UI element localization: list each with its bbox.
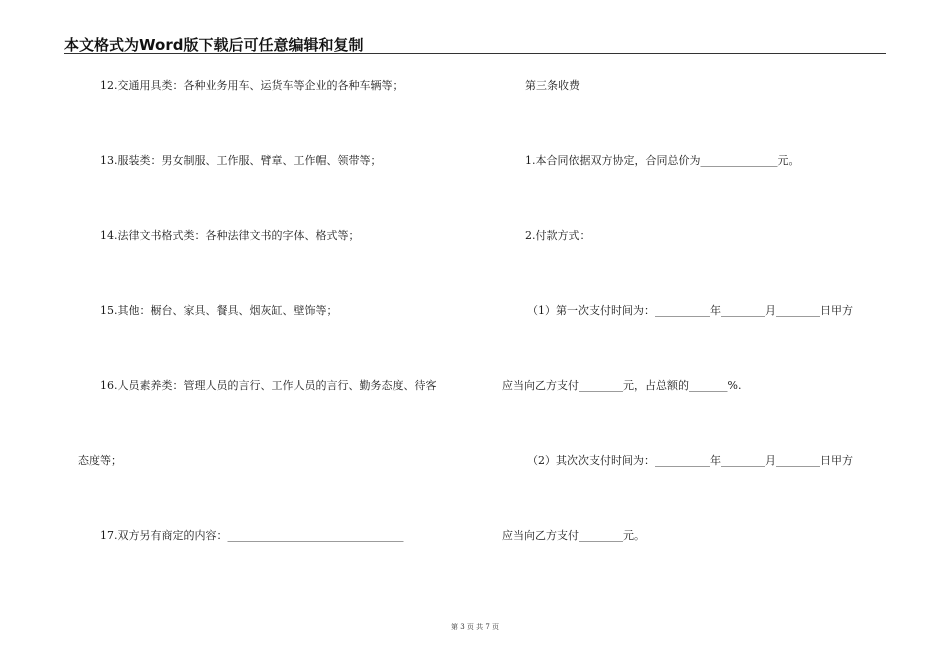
clause-item-13: 13.服装类：男女制服、工作服、臂章、工作帽、领带等； <box>100 154 382 167</box>
payment-method-heading: 2.付款方式： <box>525 229 591 242</box>
clause-item-17: 17.双方另有商定的内容：________________________________ <box>100 529 404 542</box>
second-payment-line2: 应当向乙方支付________元。 <box>502 529 645 542</box>
clause-item-16-line1: 16.人员素养类：管理人员的言行、工作人员的言行、勤务态度、待客 <box>100 379 437 392</box>
header-divider <box>64 53 886 54</box>
clause-item-15: 15.其他：橱台、家具、餐具、烟灰缸、壁饰等； <box>100 304 338 317</box>
first-payment-line1: （1）第一次支付时间为：__________年________月________日甲方 <box>527 304 853 317</box>
first-payment-line2: 应当向乙方支付________元，占总额的_______%. <box>502 379 742 392</box>
clause-item-12: 12.交通用具类：各种业务用车、运货车等企业的各种车辆等； <box>100 79 404 92</box>
clause-item-14: 14.法律文书格式类：各种法律文书的字体、格式等； <box>100 229 360 242</box>
second-payment-line1: （2）其次次支付时间为：__________年________月________日甲方 <box>527 454 853 467</box>
page-number: 第 3 页 共 7 页 <box>450 623 500 631</box>
article-title: 第三条收费 <box>525 79 580 92</box>
document-header: 本文格式为Word版下载后可任意编辑和复制 <box>64 36 364 54</box>
clause-item-16-line2: 态度等； <box>78 454 122 467</box>
contract-price-clause: 1.本合同依据双方协定，合同总价为______________元。 <box>525 154 800 167</box>
